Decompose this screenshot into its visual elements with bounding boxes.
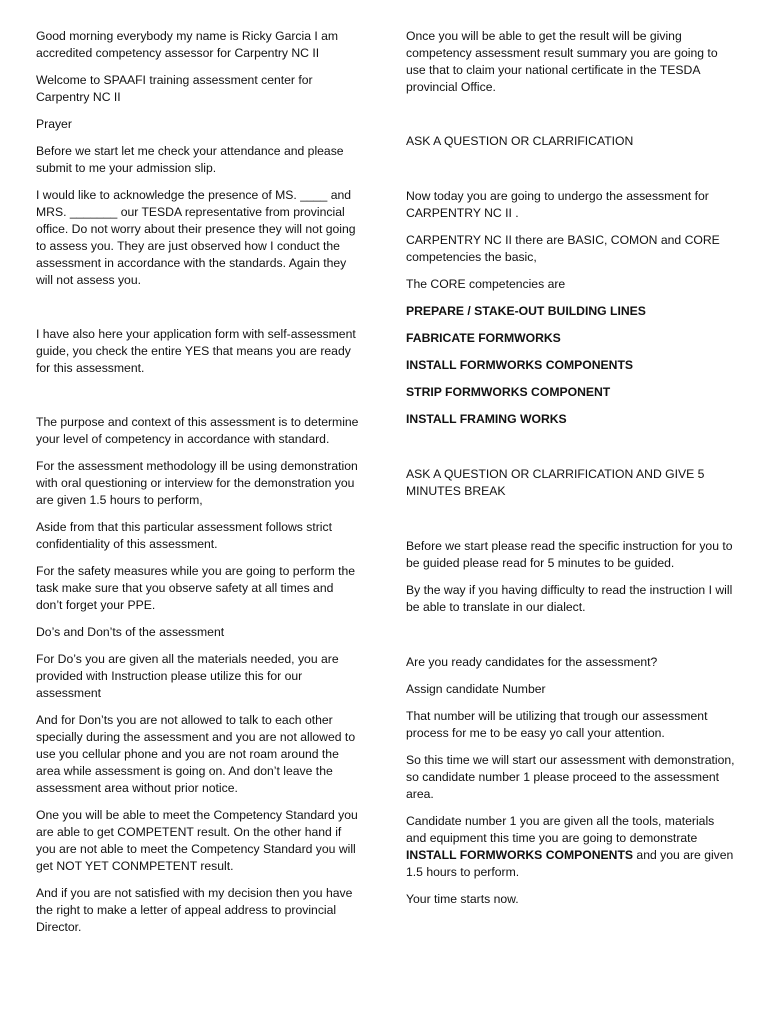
paragraph: One you will be able to meet the Competency Standard you are able to get COMPETENT result. On the other hand if you are not able to meet the Competency Standard you will get NOT YET CONMPETENT result. bbox=[36, 808, 358, 873]
paragraph: For the assessment methodology ill be using demonstration with oral questioning or interview for the demonstration you are given 1.5 hours to perform, bbox=[36, 459, 358, 507]
paragraph: The purpose and context of this assessment is to determine your level of competency in accordance with standard. bbox=[36, 415, 359, 446]
paragraph: Are you ready candidates for the assessment? bbox=[406, 655, 658, 669]
paragraph: Before we start let me check your attendance and please submit to me your admission slip. bbox=[36, 144, 344, 175]
paragraph: I would like to acknowledge the presence of MS. ____ and MRS. _______ our TESDA representative from provincial office. Do not worry about their presence they will not going to assess you. They are just observed how I conduct the assessment in accordance with the standards. Again they will not assess you. bbox=[36, 188, 356, 287]
section-heading: Do’s and Don’ts of the assessment bbox=[36, 625, 225, 639]
paragraph: Aside from that this particular assessment follows strict confidentiality of this assessment. bbox=[36, 520, 332, 551]
prompt-line: ASK A QUESTION OR CLARRIFICATION bbox=[406, 134, 634, 148]
paragraph: Prayer bbox=[36, 117, 72, 131]
highlighted-competency: INSTALL FORMWORKS COMPONENTS bbox=[406, 848, 634, 862]
paragraph: For Do’s you are given all the materials needed, you are provided with Instruction please utilize this for our assessment bbox=[36, 652, 339, 700]
paragraph: The CORE competencies are bbox=[406, 277, 566, 291]
paragraph-text: Candidate number 1 you are given all the tools, materials and equipment this time you are going to demonstrate bbox=[406, 814, 715, 845]
paragraph: Welcome to SPAAFI training assessment center for Carpentry NC II bbox=[36, 73, 313, 104]
paragraph bbox=[406, 813, 736, 881]
paragraph-text: and you are given 1.5 hours to perform. bbox=[406, 848, 734, 879]
paragraph: For the safety measures while you are going to perform the task make sure that you observe safety at all times and don’t forget your PPE. bbox=[36, 564, 356, 612]
paragraph: Once you will be able to get the result will be giving competency assessment result summary you are going to use that to claim your national certificate in the TESDA provincial Office. bbox=[406, 29, 718, 94]
paragraph: Good morning everybody my name is Ricky Garcia I am accredited competency assessor for Carpentry NC II bbox=[36, 29, 339, 60]
paragraph: Now today you are going to undergo the assessment for CARPENTRY NC II . bbox=[406, 189, 709, 220]
paragraph: CARPENTRY NC II there are BASIC, COMON and CORE competencies the basic, bbox=[406, 233, 720, 264]
paragraph: That number will be utilizing that trough our assessment process for me to be easy yo call your attention. bbox=[406, 709, 708, 740]
paragraph: And for Don’ts you are not allowed to talk to each other specially during the assessment and you are not allowed to use you cellular phone and you are not roam around the area while assessment is going on. And don’t leave the assessment area without prior notice. bbox=[36, 713, 356, 795]
core-competency: STRIP FORMWORKS COMPONENT bbox=[406, 385, 611, 399]
prompt-line: ASK A QUESTION OR CLARRIFICATION AND GIVE 5 MINUTES BREAK bbox=[406, 467, 705, 498]
core-competency: PREPARE / STAKE-OUT BUILDING LINES bbox=[406, 304, 646, 318]
paragraph: And if you are not satisfied with my decision then you have the right to make a letter of appeal address to provincial Director. bbox=[36, 886, 353, 934]
core-competency: FABRICATE FORMWORKS bbox=[406, 331, 561, 345]
paragraph: So this time we will start our assessment with demonstration, so candidate number 1 please proceed to the assessment area. bbox=[406, 753, 735, 801]
paragraph: Your time starts now. bbox=[406, 892, 519, 906]
paragraph: By the way if you having difficulty to read the instruction I will be able to translate in our dialect. bbox=[406, 583, 733, 614]
core-competency: INSTALL FORMWORKS COMPONENTS bbox=[406, 358, 634, 372]
paragraph: Assign candidate Number bbox=[406, 682, 546, 696]
core-competency: INSTALL FRAMING WORKS bbox=[406, 412, 567, 426]
right-column bbox=[406, 28, 736, 908]
left-column bbox=[36, 28, 362, 936]
paragraph: I have also here your application form with self-assessment guide, you check the entire YES that means you are ready for this assessment. bbox=[36, 327, 356, 375]
paragraph: Before we start please read the specific instruction for you to be guided please read for 5 minutes to be guided. bbox=[406, 539, 733, 570]
